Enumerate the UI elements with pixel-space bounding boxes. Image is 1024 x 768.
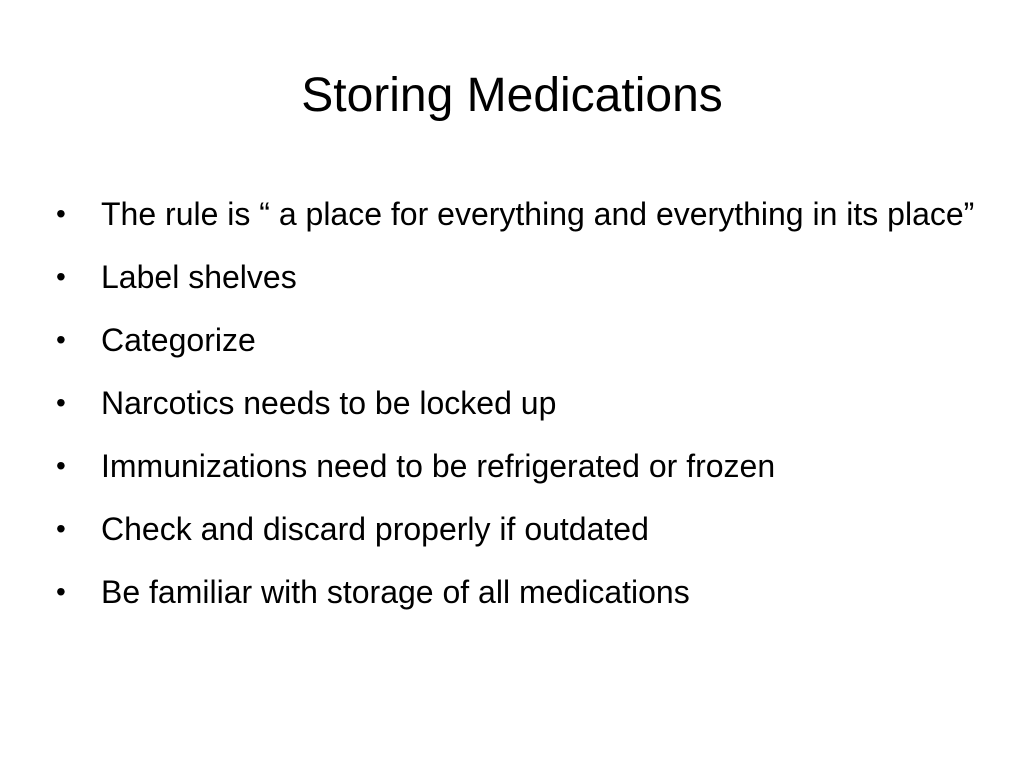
bullet-item [56, 442, 976, 490]
bullet-text: Immunizations need to be refrigerated or frozen [101, 448, 776, 484]
bullet-text: The rule is “ a place for everything and everything in its place” [101, 196, 975, 232]
bullet-item [56, 253, 976, 301]
bullet-marker: • [56, 450, 66, 481]
bullet-text: Categorize [101, 322, 256, 358]
bullet-item [56, 379, 976, 427]
bullet-text: Label shelves [101, 259, 297, 295]
bullet-list [56, 190, 976, 631]
bullet-text: Be familiar with storage of all medications [101, 574, 690, 610]
bullet-marker: • [56, 324, 66, 355]
bullet-marker: • [56, 387, 66, 418]
slide-title: Storing Medications [301, 69, 723, 122]
bullet-marker: • [56, 261, 66, 292]
bullet-marker: • [56, 198, 66, 229]
bullet-item [56, 190, 976, 238]
bullet-text: Check and discard properly if outdated [101, 511, 649, 547]
bullet-marker: • [56, 576, 66, 607]
bullet-item [56, 505, 976, 553]
bullet-marker: • [56, 513, 66, 544]
bullet-item [56, 316, 976, 364]
bullet-text: Narcotics needs to be locked up [101, 385, 557, 421]
bullet-item [56, 568, 976, 616]
